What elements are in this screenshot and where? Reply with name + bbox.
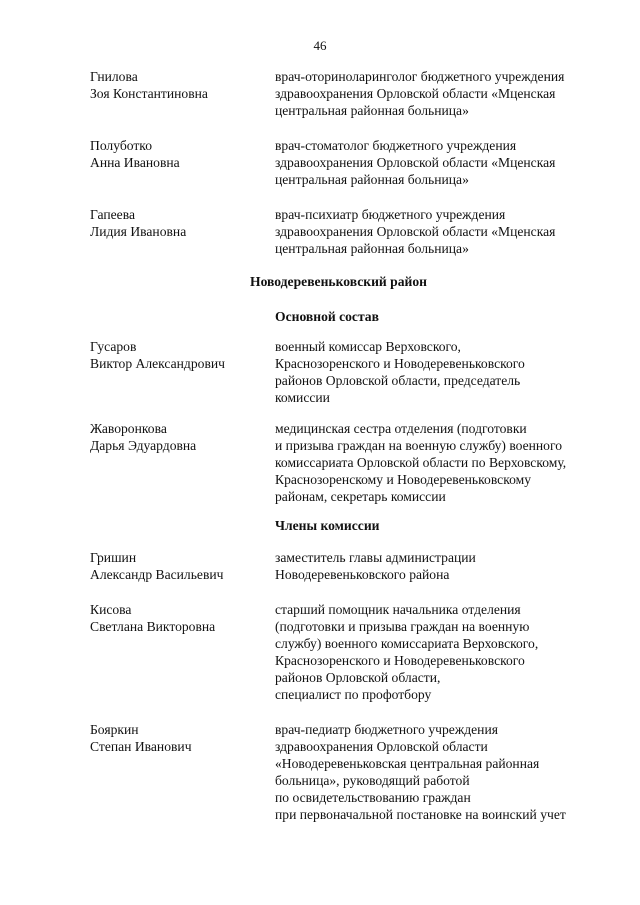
surname: Бояркин xyxy=(90,722,139,737)
position-line: (подготовки и призыва граждан на военную xyxy=(275,619,530,634)
position-line: службу) военного комиссариата Верховского, xyxy=(275,636,539,651)
person-position xyxy=(275,721,620,823)
person-position xyxy=(275,206,620,257)
person-position xyxy=(275,68,620,119)
person-position xyxy=(275,549,620,583)
main-composition-heading: Основной состав xyxy=(275,309,379,324)
person-name xyxy=(90,137,265,171)
position-line: комиссии xyxy=(275,390,330,405)
person-name xyxy=(90,601,265,635)
page-number: 46 xyxy=(313,38,327,53)
person-position xyxy=(275,420,620,505)
person-position xyxy=(275,338,620,406)
position-line: врач-стоматолог бюджетного учреждения xyxy=(275,138,517,153)
position-line: районам, секретарь комиссии xyxy=(275,489,446,504)
position-line: Краснозоренского и Новодеревеньковского xyxy=(275,356,525,371)
given-names: Анна Ивановна xyxy=(90,155,180,170)
district-heading: Новодеревеньковский район xyxy=(250,274,427,289)
surname: Гусаров xyxy=(90,339,137,354)
position-line: районов Орловской области, xyxy=(275,670,441,685)
position-line: районов Орловской области, председатель xyxy=(275,373,521,388)
given-names: Лидия Ивановна xyxy=(90,224,187,239)
surname: Гнилова xyxy=(90,69,138,84)
position-line: специалист по профотбору xyxy=(275,687,432,702)
given-names: Дарья Эдуардовна xyxy=(90,438,197,453)
position-line: здравоохранения Орловской области xyxy=(275,739,488,754)
person-name xyxy=(90,549,265,583)
position-line: Новодеревеньковского района xyxy=(275,567,450,582)
position-line: врач-педиатр бюджетного учреждения xyxy=(275,722,498,737)
person-name xyxy=(90,420,265,454)
given-names: Степан Иванович xyxy=(90,739,192,754)
person-position xyxy=(275,601,620,703)
position-line: центральная районная больница» xyxy=(275,103,469,118)
position-line: и призыва граждан на военную службу) военного xyxy=(275,438,563,453)
position-line: здравоохранения Орловской области «Мценская xyxy=(275,155,556,170)
surname: Жаворонкова xyxy=(90,421,167,436)
given-names: Александр Васильевич xyxy=(90,567,224,582)
position-line: военный комиссар Верховского, xyxy=(275,339,461,354)
position-line: комиссариата Орловской области по Верховскому, xyxy=(275,455,567,470)
position-line: Краснозоренского и Новодеревеньковского xyxy=(275,653,525,668)
position-line: больница», руководящий работой xyxy=(275,773,470,788)
position-line: центральная районная больница» xyxy=(275,172,469,187)
position-line: врач-психиатр бюджетного учреждения xyxy=(275,207,506,222)
position-line: Краснозоренскому и Новодеревеньковскому xyxy=(275,472,532,487)
position-line: медицинская сестра отделения (подготовки xyxy=(275,421,527,436)
person-position xyxy=(275,137,620,188)
position-line: старший помощник начальника отделения xyxy=(275,602,521,617)
position-line: заместитель главы администрации xyxy=(275,550,476,565)
given-names: Виктор Александрович xyxy=(90,356,225,371)
person-name xyxy=(90,68,265,102)
position-line: здравоохранения Орловской области «Мценская xyxy=(275,224,556,239)
position-line: «Новодеревеньковская центральная районная xyxy=(275,756,540,771)
position-line: по освидетельствованию граждан xyxy=(275,790,471,805)
given-names: Светлана Викторовна xyxy=(90,619,216,634)
position-line: здравоохранения Орловской области «Мценская xyxy=(275,86,556,101)
surname: Гапеева xyxy=(90,207,135,222)
person-name xyxy=(90,206,265,240)
person-name xyxy=(90,721,265,755)
position-line: центральная районная больница» xyxy=(275,241,469,256)
surname: Кисова xyxy=(90,602,132,617)
person-name xyxy=(90,338,265,372)
surname: Гришин xyxy=(90,550,137,565)
position-line: врач-оториноларинголог бюджетного учреждения xyxy=(275,69,565,84)
given-names: Зоя Константиновна xyxy=(90,86,208,101)
surname: Полуботко xyxy=(90,138,153,153)
members-heading: Члены комиссии xyxy=(275,518,380,533)
position-line: при первоначальной постановке на воинский учет xyxy=(275,807,566,822)
